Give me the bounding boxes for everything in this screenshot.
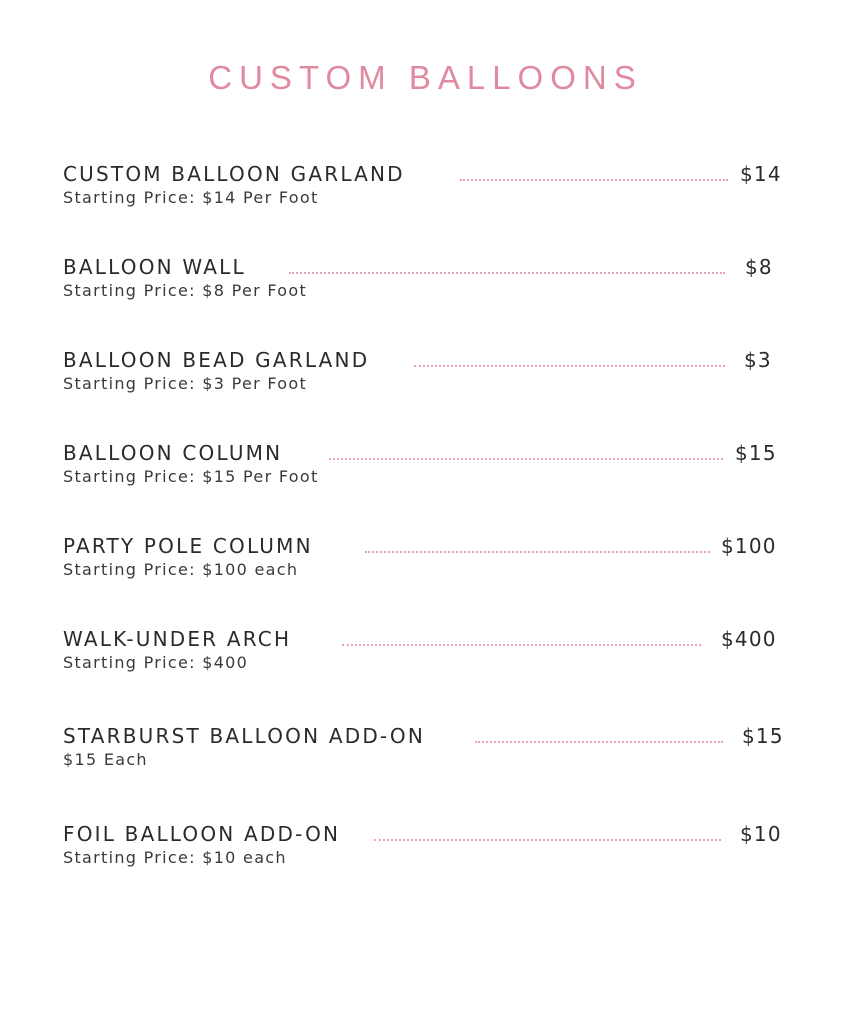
price-item-balloon-column [63,441,793,491]
item-name: PARTY POLE COLUMN [63,534,313,558]
item-price: $15 [742,724,784,748]
item-description: Starting Price: $10 each [63,848,287,867]
dot-leader [460,179,728,181]
item-description: Starting Price: $15 Per Foot [63,467,319,486]
price-item-starburst-balloon-add-on [63,724,793,774]
item-price: $3 [744,348,772,372]
item-description: Starting Price: $14 Per Foot [63,188,319,207]
item-price: $15 [735,441,777,465]
price-item-foil-balloon-add-on [63,822,793,872]
price-row [63,534,793,560]
item-name: BALLOON WALL [63,255,246,279]
item-price: $14 [740,162,782,186]
item-price: $8 [745,255,773,279]
price-row [63,255,793,281]
price-item-walk-under-arch [63,627,793,677]
item-description: Starting Price: $8 Per Foot [63,281,308,300]
item-name: BALLOON BEAD GARLAND [63,348,370,372]
item-description: Starting Price: $100 each [63,560,299,579]
dot-leader [289,272,725,274]
item-price: $10 [740,822,782,846]
price-item-party-pole-column [63,534,793,584]
item-price: $100 [721,534,777,558]
price-row [63,441,793,467]
price-item-balloon-wall [63,255,793,305]
price-row [63,162,793,188]
item-name: BALLOON COLUMN [63,441,283,465]
price-item-balloon-bead-garland [63,348,793,398]
item-name: CUSTOM BALLOON GARLAND [63,162,405,186]
item-name: STARBURST BALLOON ADD-ON [63,724,425,748]
item-description: Starting Price: $400 [63,653,249,672]
dot-leader [414,365,725,367]
item-description: $15 Each [63,750,148,769]
page-title: CUSTOM BALLOONS [208,59,643,96]
item-name: FOIL BALLOON ADD-ON [63,822,341,846]
item-description: Starting Price: $3 Per Foot [63,374,308,393]
dot-leader [342,644,701,646]
item-price: $400 [721,627,777,651]
price-row [63,724,793,750]
price-row [63,627,793,653]
item-name: WALK-UNDER ARCH [63,627,292,651]
dot-leader [374,839,721,841]
price-row [63,822,793,848]
price-item-custom-balloon-garland [63,162,793,212]
dot-leader [365,551,710,553]
dot-leader [329,458,723,460]
price-row [63,348,793,374]
dot-leader [475,741,723,743]
